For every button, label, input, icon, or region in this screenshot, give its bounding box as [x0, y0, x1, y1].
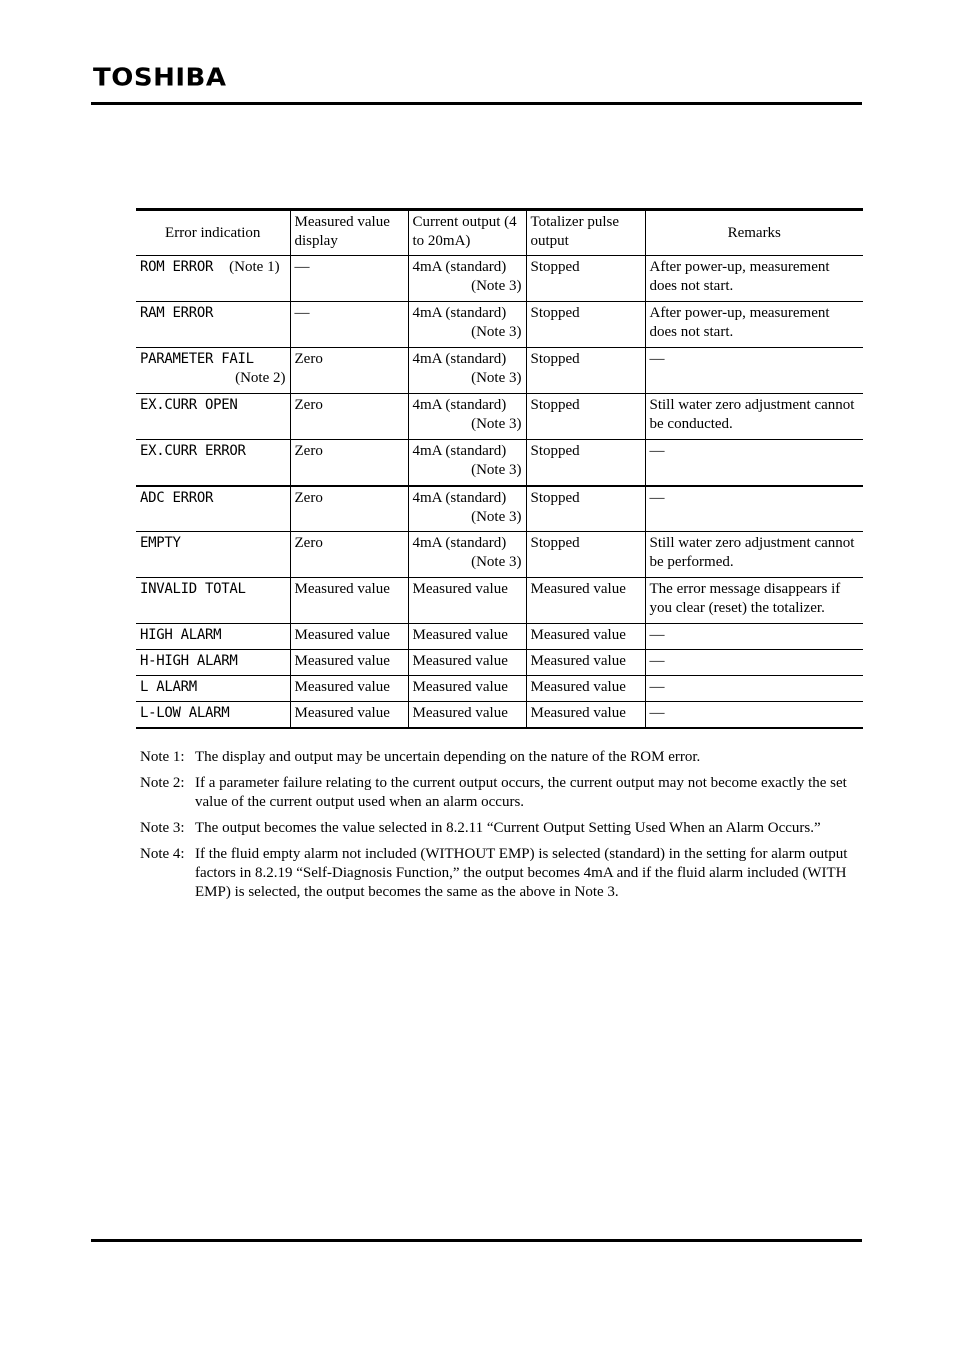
remarks-cell: —	[645, 702, 863, 728]
table-row	[136, 676, 863, 702]
note-text: The output becomes the value selected in 8.2.11 “Current Output Setting Used When an Alarm Occurs.”	[195, 820, 821, 836]
error-indication-cell	[136, 256, 290, 302]
measured-value-display-cell: Zero	[290, 440, 408, 486]
totalizer-pulse-cell: Stopped	[526, 440, 645, 486]
totalizer-pulse-cell: Stopped	[526, 486, 645, 532]
table-body	[136, 256, 863, 728]
remarks-cell: —	[645, 348, 863, 394]
measured-value-display-cell: Measured value	[290, 650, 408, 676]
table-row	[136, 348, 863, 394]
measured-value-display-cell: Measured value	[290, 624, 408, 650]
error-code: ROM ERROR	[140, 259, 214, 275]
error-indication-cell	[136, 486, 290, 532]
table-row	[136, 578, 863, 624]
table-row	[136, 302, 863, 348]
header-measured-value-display: Measured value display	[290, 210, 408, 256]
error-code: HIGH ALARM	[140, 627, 222, 643]
current-output-cell	[408, 578, 526, 624]
note-label: Note 2:	[140, 775, 185, 791]
error-code: INVALID TOTAL	[140, 581, 246, 597]
measured-value-display-cell: —	[290, 256, 408, 302]
error-code: EMPTY	[140, 535, 181, 551]
remarks-cell: —	[645, 676, 863, 702]
note-text: If a parameter failure relating to the current output occurs, the current output may not become exactly the set value of the current output used when an alarm occurs.	[195, 775, 847, 810]
measured-value-display-cell: —	[290, 302, 408, 348]
measured-value-display-cell: Measured value	[290, 676, 408, 702]
note-label: Note 1:	[140, 749, 185, 765]
header-remarks: Remarks	[645, 210, 863, 256]
current-output-cell	[408, 532, 526, 578]
current-output-cell	[408, 302, 526, 348]
current-output-value: 4mA (standard)	[412, 535, 507, 551]
totalizer-pulse-cell: Measured value	[526, 676, 645, 702]
error-indication-cell	[136, 624, 290, 650]
table-row	[136, 394, 863, 440]
measured-value-display-cell: Measured value	[290, 702, 408, 728]
totalizer-pulse-cell: Stopped	[526, 348, 645, 394]
measured-value-display-cell: Zero	[290, 486, 408, 532]
current-output-note: (Note 3)	[471, 370, 522, 386]
error-code: EX.CURR ERROR	[140, 443, 246, 459]
totalizer-pulse-cell: Measured value	[526, 578, 645, 624]
error-indication-table	[136, 208, 863, 729]
current-output-value: Measured value	[412, 627, 508, 643]
table-row	[136, 702, 863, 728]
current-output-cell	[408, 486, 526, 532]
current-output-value: 4mA (standard)	[412, 259, 507, 275]
error-code: PARAMETER FAIL	[140, 351, 254, 367]
current-output-value: Measured value	[412, 581, 508, 597]
totalizer-pulse-cell: Measured value	[526, 702, 645, 728]
totalizer-pulse-cell: Stopped	[526, 256, 645, 302]
remarks-cell: After power-up, measurement does not start.	[645, 302, 863, 348]
error-code: EX.CURR OPEN	[140, 397, 238, 413]
error-indication-cell	[136, 302, 290, 348]
totalizer-pulse-cell: Stopped	[526, 302, 645, 348]
remarks-cell: The error message disappears if you clear (reset) the totalizer.	[645, 578, 863, 624]
error-code: RAM ERROR	[140, 305, 214, 321]
measured-value-display-cell: Zero	[290, 394, 408, 440]
note-item	[140, 845, 856, 902]
measured-value-display-cell: Zero	[290, 532, 408, 578]
remarks-cell: —	[645, 486, 863, 532]
current-output-value: Measured value	[412, 705, 508, 721]
table-row	[136, 486, 863, 532]
error-code: L ALARM	[140, 679, 197, 695]
notes-section	[140, 748, 856, 909]
measured-value-display-cell: Zero	[290, 348, 408, 394]
remarks-cell: —	[645, 650, 863, 676]
current-output-cell	[408, 702, 526, 728]
remarks-cell: —	[645, 624, 863, 650]
totalizer-pulse-cell: Measured value	[526, 624, 645, 650]
note-label: Note 3:	[140, 820, 185, 836]
error-code: ADC ERROR	[140, 489, 214, 506]
table-row	[136, 440, 863, 486]
note-item	[140, 819, 856, 838]
error-indication-cell	[136, 394, 290, 440]
current-output-note: (Note 3)	[471, 508, 522, 525]
remarks-cell: Still water zero adjustment cannot be conducted.	[645, 394, 863, 440]
error-indication-cell	[136, 532, 290, 578]
current-output-note: (Note 3)	[471, 462, 522, 478]
error-indication-cell	[136, 578, 290, 624]
error-indication-cell	[136, 676, 290, 702]
indication-note: (Note 2)	[235, 370, 286, 386]
table-row	[136, 650, 863, 676]
error-indication-cell	[136, 348, 290, 394]
footer-rule	[91, 1239, 862, 1242]
remarks-cell: —	[645, 440, 863, 486]
current-output-note: (Note 3)	[471, 278, 522, 294]
remarks-cell: After power-up, measurement does not start.	[645, 256, 863, 302]
current-output-note: (Note 3)	[471, 416, 522, 432]
indication-note: (Note 1)	[229, 259, 280, 275]
current-output-cell	[408, 256, 526, 302]
current-output-value: Measured value	[412, 653, 508, 669]
current-output-cell	[408, 676, 526, 702]
note-text: If the fluid empty alarm not included (WITHOUT EMP) is selected (standard) in the setting for alarm output factors in 8.2.19 “Self-Diagnosis Function,” the output becomes 4mA and if the fluid alarm included (WITH EMP) is selected, the output becomes the same as the above in Note 3.	[195, 846, 848, 900]
current-output-cell	[408, 624, 526, 650]
note-text: The display and output may be uncertain depending on the nature of the ROM error.	[195, 749, 701, 765]
current-output-value: 4mA (standard)	[412, 443, 507, 459]
totalizer-pulse-cell: Stopped	[526, 394, 645, 440]
current-output-note: (Note 3)	[471, 324, 522, 340]
header-totalizer-pulse-output: Totalizer pulse output	[526, 210, 645, 256]
current-output-value: 4mA (standard)	[412, 351, 507, 367]
error-code: H-HIGH ALARM	[140, 653, 238, 669]
table-header-row	[136, 210, 863, 256]
header-current-output: Current output (4 to 20mA)	[408, 210, 526, 256]
current-output-value: 4mA (standard)	[412, 489, 507, 506]
remarks-cell: Still water zero adjustment cannot be performed.	[645, 532, 863, 578]
current-output-cell	[408, 650, 526, 676]
error-indication-cell	[136, 702, 290, 728]
note-item	[140, 748, 856, 767]
header-rule	[91, 102, 862, 105]
toshiba-logo: TOSHIBA	[93, 63, 227, 93]
table-row	[136, 532, 863, 578]
note-label: Note 4:	[140, 846, 185, 862]
measured-value-display-cell: Measured value	[290, 578, 408, 624]
totalizer-pulse-cell: Measured value	[526, 650, 645, 676]
error-indication-cell	[136, 650, 290, 676]
table-row	[136, 624, 863, 650]
note-item	[140, 774, 856, 812]
current-output-cell	[408, 348, 526, 394]
totalizer-pulse-cell: Stopped	[526, 532, 645, 578]
current-output-value: 4mA (standard)	[412, 397, 507, 413]
error-code: L-LOW ALARM	[140, 705, 230, 721]
current-output-cell	[408, 440, 526, 486]
table-row	[136, 256, 863, 302]
current-output-note: (Note 3)	[471, 554, 522, 570]
current-output-value: Measured value	[412, 679, 508, 695]
current-output-cell	[408, 394, 526, 440]
current-output-value: 4mA (standard)	[412, 305, 507, 321]
header-error-indication: Error indication	[136, 210, 290, 256]
error-indication-cell	[136, 440, 290, 486]
